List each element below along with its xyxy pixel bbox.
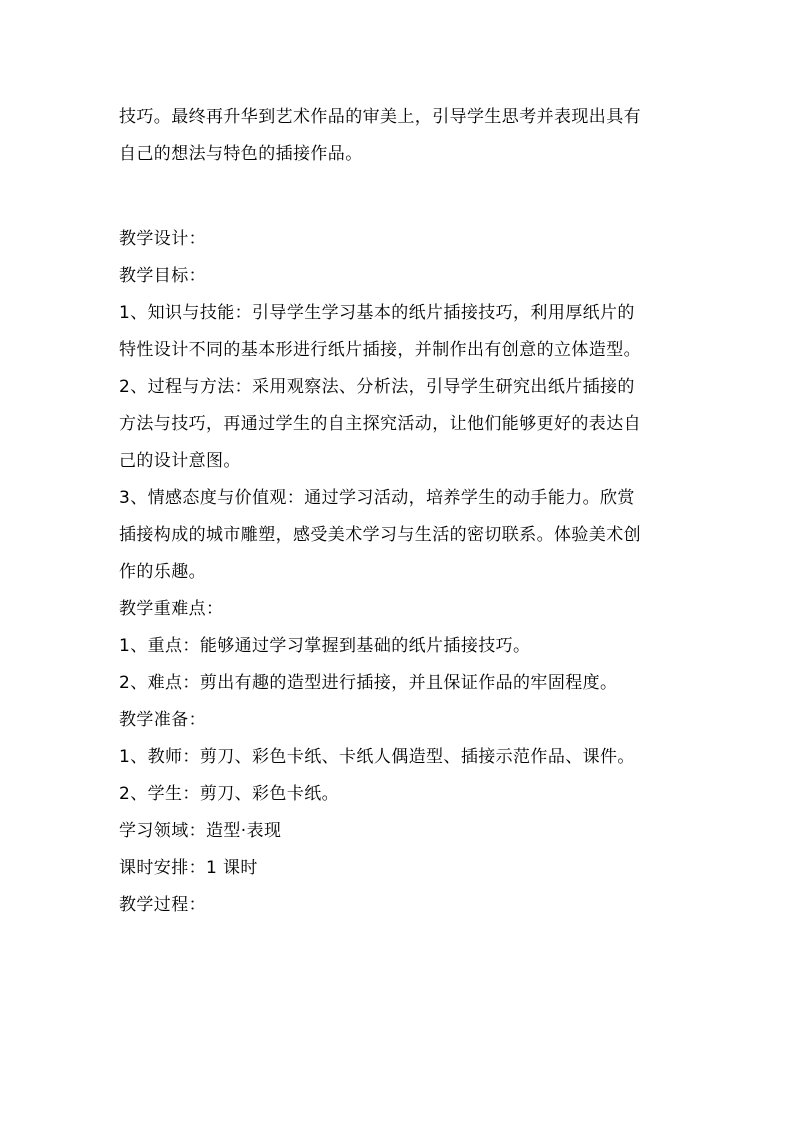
objective-1-line-1: 1、知识与技能：引导学生学习基本的纸片插接技巧，利用厚纸片的 <box>119 303 635 323</box>
preparation-item-1: 1、教师：剪刀、彩色卡纸、卡纸人偶造型、插接示范作品、课件。 <box>119 747 635 767</box>
intro-line-2: 自己的想法与特色的插接作品。 <box>119 144 363 164</box>
key-points-heading: 教学重难点： <box>119 599 224 619</box>
process-heading: 教学过程： <box>119 895 206 915</box>
objective-3-line-3: 作的乐趣。 <box>119 562 206 582</box>
key-point-2: 2、难点：剪出有趣的造型进行插接，并且保证作品的牢固程度。 <box>119 673 618 693</box>
preparation-item-2: 2、学生：剪刀、彩色卡纸。 <box>119 784 340 804</box>
objective-3-line-1: 3、情感态度与价值观：通过学习活动，培养学生的动手能力。欣赏 <box>119 488 635 508</box>
paragraph-gap <box>119 173 679 221</box>
intro-line-1: 技巧。最终再升华到艺术作品的审美上，引导学生思考并表现出具有 <box>119 107 641 127</box>
objective-2-line-1: 2、过程与方法：采用观察法、分析法，引导学生研究出纸片插接的 <box>119 377 635 397</box>
objectives-heading: 教学目标： <box>119 266 206 286</box>
objective-2-line-2: 方法与技巧，再通过学生的自主探究活动，让他们能够更好的表达自 <box>119 414 641 434</box>
design-heading: 教学设计： <box>119 229 206 249</box>
preparation-heading: 教学准备： <box>119 710 206 730</box>
objective-1-line-2: 特性设计不同的基本形进行纸片插接，并制作出有创意的立体造型。 <box>119 340 641 360</box>
document-body <box>119 99 679 924</box>
learning-domain: 学习领域：造型·表现 <box>119 821 282 841</box>
class-schedule: 课时安排：1 课时 <box>119 858 258 878</box>
objective-2-line-3: 己的设计意图。 <box>119 451 241 471</box>
key-point-1: 1、重点：能够通过学习掌握到基础的纸片插接技巧。 <box>119 636 531 656</box>
objective-3-line-2: 插接构成的城市雕塑，感受美术学习与生活的密切联系。体验美术创 <box>119 525 641 545</box>
